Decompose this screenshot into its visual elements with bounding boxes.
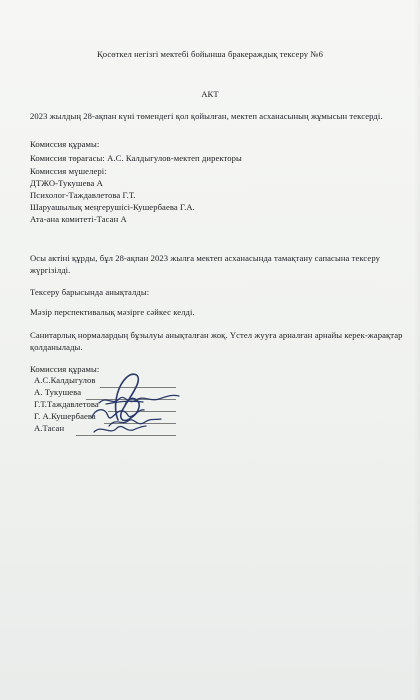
member-item: Ата-ана комитеті-Тасан А (30, 214, 127, 224)
findings-heading: Тексеру барысында анықталды: (30, 287, 150, 297)
document-title: Қосөткел негізгі мектебі бойынша бракераждық тексеру №6 (96, 49, 323, 59)
member-item: ДТЖО-Тукушева А (30, 178, 103, 188)
commission-chair: Комиссия төрағасы: А.С. Калдыгулов-мектеп директоры (30, 153, 242, 163)
commission-heading: Комиссия құрамы: (30, 139, 100, 149)
handwritten-signature (88, 418, 148, 442)
member-item: Психолог-Таждавлетова Г.Т. (30, 190, 136, 200)
purpose-line-1: Осы актіні құрды, бұл 28-ақпан 2023 жылға мектеп асханасында тамақтану сапасына тексеру (30, 253, 380, 263)
signatory-name: Г.Т.Таждавлетова (34, 399, 99, 409)
signatory-name: А. Тукушева (34, 387, 82, 397)
signatures-heading: Комиссия құрамы: (30, 364, 100, 374)
intro-text: 2023 жылдың 28-ақпан күні төмендегі қол қойылған, мектеп асханасының жұмысын тексерді. (30, 111, 383, 121)
finding-menu: Мәзір перспективалық мәзірге сәйкес келді. (30, 307, 195, 317)
scan-edge-shadow (414, 0, 420, 700)
act-heading: АКТ (201, 89, 219, 99)
members-heading: Комиссия мүшелері: (30, 166, 107, 176)
member-item: Шаруашылық меңгерушісі-Кушербаева Г.А. (30, 202, 195, 212)
signatory-name: А.С.Калдыгулов (34, 375, 96, 385)
signatory-name: Г. А.Кушербаева (34, 411, 96, 421)
signatory-name: А.Тасан (34, 423, 65, 433)
finding-sanitary-line-1: Санитарлық нормалардың бұзылуы анықталған жоқ. Үстел жууға арналған арнайы керек-жарақтар (30, 330, 403, 340)
purpose-line-2: жүргізілді. (30, 265, 71, 275)
finding-sanitary-line-2: қолданылады. (30, 342, 83, 352)
